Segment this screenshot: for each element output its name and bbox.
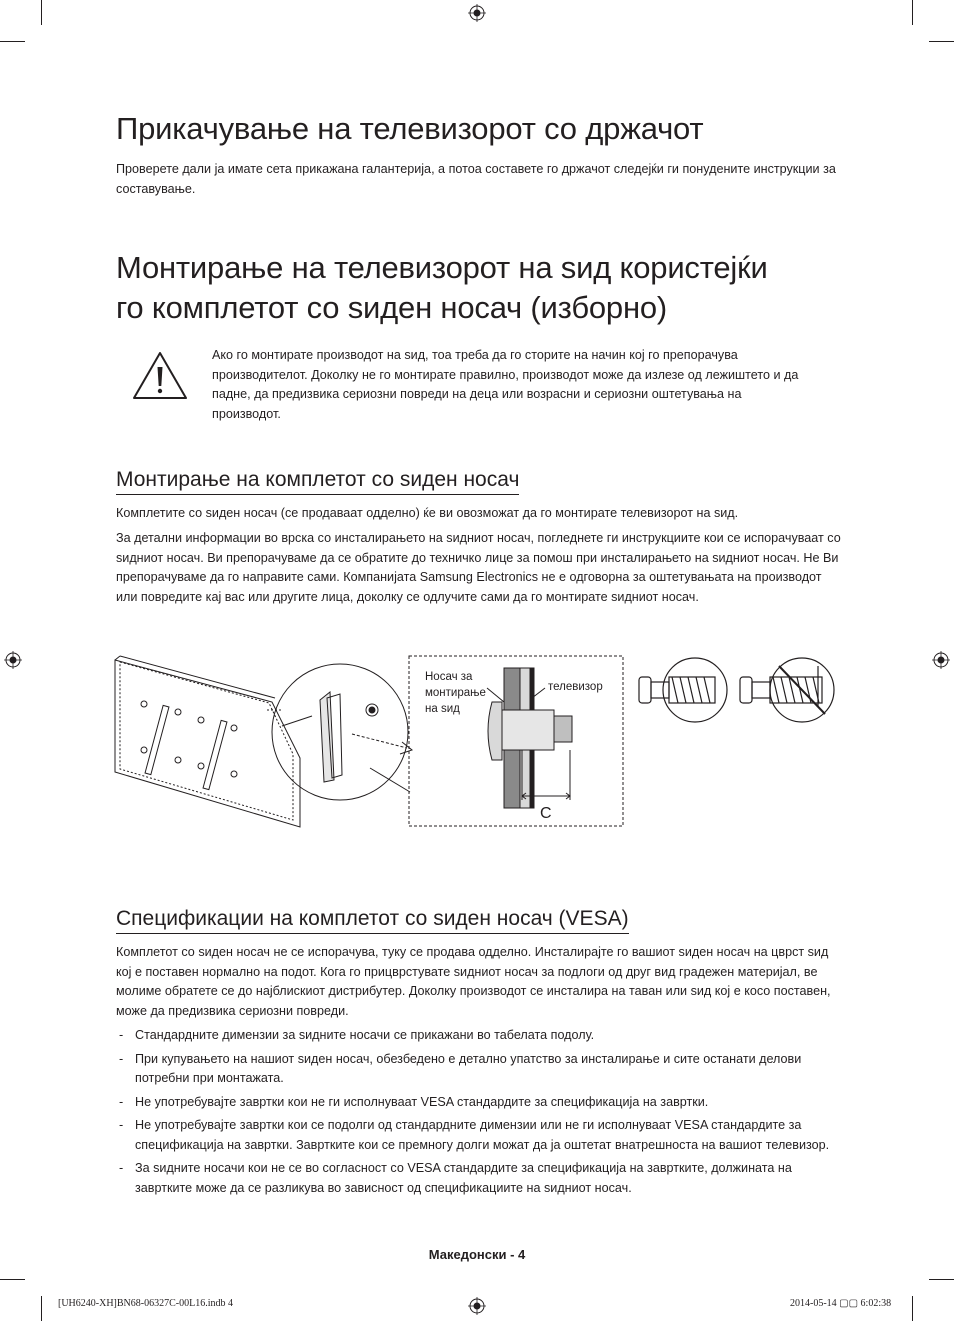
registration-mark-icon: [468, 1297, 486, 1315]
list-item: - Не употребувајте завртки кои се подолги од стандардните димензии или не ги исполнуваат VESA стандардите за спецификација на завртки. Завртките кои се премногу долги можат да ја оштетат внатрешноста на вашиот телевизор.: [119, 1118, 830, 1152]
bullet-text: Стандардните димензии за ѕидните носачи се прикажани во табелата подолу.: [135, 1028, 595, 1042]
crop-mark: [912, 0, 913, 25]
crop-mark: [929, 1279, 954, 1280]
list-item: - Не употребувајте завртки кои не ги исполнуваат VESA стандардите за спецификација на завртки.: [119, 1094, 709, 1109]
kit-paragraph-1: Комплетите со ѕиден носач (се продаваат одделно) ќе ви овозможат да го монтирате телевизорот на ѕид.: [116, 506, 739, 520]
bullet-text: При купувањето на нашиот ѕиден носач, обезбедено е детално упатство за инсталирање и сите останати делови потребни при монтажата.: [135, 1051, 802, 1085]
section-heading-vesa: Спецификации на комплетот со ѕиден носач (VESA): [116, 906, 629, 934]
registration-mark-icon: [468, 4, 486, 22]
label-tv: телевизор: [548, 681, 603, 693]
kit-paragraph-2: За детални информации во врска со инсталирањето на ѕидниот носач, погледнете ги инструкциите кои се испорачуваат со ѕидниот носач. Ви препорачуваме да се обратите до техничко лице за помош при инсталирањето на ѕидниот носач. Не Ви препорачуваме да го направите сами. Компанијата Samsung Electronics не е одговорна за оштетувањата на производот или повредите кај вас или другите лица, доколку се одлучите сами да го монтирате ѕидниот носач.: [116, 531, 841, 604]
vesa-paragraph: Комплетот со ѕиден носач не се испорачува, туку се продава одделно. Инсталирајте го вашиот ѕиден носач на цврст ѕид кој е поставен нормално на подот. Кога го прицврстувате ѕидниот носач за подлоги од друг вид градежен материјал, ве молиме обратете се до најблискиот дистрибутер. Доколку производот се инсталира на таван или ѕид кој е косо поставен, може да предизвика сериозни повреди.: [116, 945, 831, 1018]
crop-mark: [0, 41, 25, 42]
registration-mark-icon: [932, 651, 950, 669]
list-item: - Стандардните димензии за ѕидните носачи се прикажани во табелата подолу.: [119, 1028, 595, 1042]
bullet-text: За ѕидните носачи кои не се во согласност со VESA стандардите за спецификација на завртките, должината на завртките може да се разликува во зависност од спецификациите на ѕидниот носач.: [135, 1161, 792, 1195]
wall-mount-title-line1: Монтирање на телевизорот на ѕид користејќи: [116, 250, 768, 285]
attach-instructions: Проверете дали ја имате сета прикажана галантерија, а потоа составете го држачот следејќи ги понудените инструкции за составување.: [116, 162, 836, 196]
vesa-bullet-list: [116, 1026, 846, 1202]
bullet-text: Не употребувајте завртки кои не ги исполнуваат VESA стандардите за спецификација на завртки.: [135, 1094, 709, 1109]
label-mount-line2: монтирање: [425, 687, 486, 699]
list-item: - За ѕидните носачи кои не се во согласност со VESA стандардите за спецификација на завртките, должината на завртките може да се разликува во зависност од спецификациите на ѕидниот носач.: [119, 1161, 792, 1195]
label-c: C: [540, 805, 552, 822]
registration-mark-icon: [4, 651, 22, 669]
warning-triangle-icon: [131, 350, 189, 402]
section-heading-kit: Монтирање на комплетот со ѕиден носач: [116, 467, 519, 495]
page-number: Македонски - 4: [428, 1247, 526, 1262]
crop-mark: [41, 1296, 42, 1321]
page-title-attach: Прикачување на телевизорот со држачот: [116, 111, 704, 146]
wall-mount-diagram: [112, 650, 842, 840]
page-title-wall-mount: [116, 248, 768, 328]
crop-mark: [929, 41, 954, 42]
label-mount-line1: Носач за: [425, 671, 473, 683]
print-file-info: [UH6240-XH]BN68-06327C-00L16.indb 4: [58, 1298, 233, 1309]
wall-mount-title-line2: го комплетот со ѕиден носач (изборно): [116, 290, 668, 325]
screw-correct-icon: [639, 658, 727, 722]
crop-mark: [0, 1279, 25, 1280]
screw-incorrect-icon: [740, 658, 834, 722]
list-item: - При купувањето на нашиот ѕиден носач, обезбедено е детално упатство за инсталирање и сите останати делови потребни при монтажата.: [119, 1051, 802, 1085]
crop-mark: [912, 1296, 913, 1321]
print-date-info: 2014-05-14 ▢▢ 6:02:38: [790, 1298, 892, 1309]
zoom-circle: [267, 664, 412, 800]
label-mount-line3: на ѕид: [425, 703, 460, 715]
bullet-text: Не употребувајте завртки кои се подолги од стандардните димензии или не ги исполнуваат VESA стандардите за спецификација на завртки. Завртките кои се премногу долги можат да ја оштетат внатрешноста на вашиот телевизор.: [135, 1118, 830, 1152]
wall-mount-warning: Ако го монтирате производот на ѕид, тоа треба да го сторите на начин кој го препорачува производителот. Доколку не го монтирате правилно, производот може да излезе од лежиштето и да падне, да предизвика сериозни повреди на деца или возрасни и сериозни оштетувања на производот.: [212, 348, 799, 421]
crop-mark: [41, 0, 42, 25]
